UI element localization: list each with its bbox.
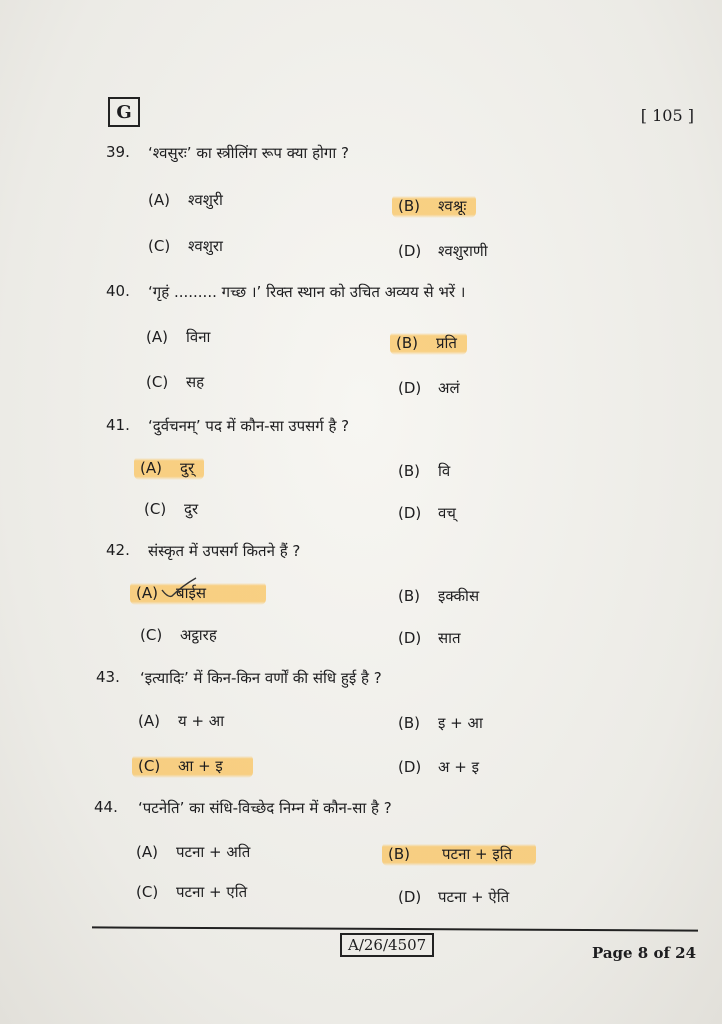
option-text: सह xyxy=(186,373,205,391)
option-label: (D) xyxy=(398,504,422,522)
option-c xyxy=(144,499,198,519)
option-label: (D) xyxy=(398,758,422,776)
question-number: 43. xyxy=(96,668,120,686)
option-label: (B) xyxy=(396,334,418,352)
option-label: (D) xyxy=(398,888,422,906)
option-c-highlighted xyxy=(132,754,253,778)
question-number: 42. xyxy=(106,541,130,559)
option-label: (A) xyxy=(146,328,168,346)
option-b xyxy=(398,713,483,733)
option-text: श्वशुराणी xyxy=(438,242,488,260)
option-text: पटना + अति xyxy=(176,843,251,861)
option-text: इ + आ xyxy=(438,714,483,732)
option-c xyxy=(136,882,247,902)
option-label: (D) xyxy=(398,379,422,397)
option-text: पटना + ऐति xyxy=(438,888,510,906)
footer-code: A/26/4507 xyxy=(340,933,434,957)
option-text: श्वशुरी xyxy=(188,191,223,209)
option-text: श्वश्रूः xyxy=(438,197,467,215)
option-text: य + आ xyxy=(178,712,225,730)
tick-mark xyxy=(160,576,200,600)
option-text: आ + इ xyxy=(178,757,223,775)
option-label: (B) xyxy=(398,714,420,732)
question-number: 39. xyxy=(106,143,130,161)
option-d xyxy=(398,628,461,648)
option-c xyxy=(148,236,223,256)
option-text: बाईस xyxy=(176,584,206,602)
option-label: (C) xyxy=(146,373,169,391)
question-text: ‘दुर्वचनम्’ पद में कौन-सा उपसर्ग है ? xyxy=(148,417,350,435)
option-label: (A) xyxy=(138,712,160,730)
option-label: (A) xyxy=(136,843,158,861)
option-label: (C) xyxy=(148,237,171,255)
option-label: (A) xyxy=(136,584,158,602)
paper-code: [ 105 ] xyxy=(640,106,694,125)
option-text: अलं xyxy=(438,379,460,397)
option-label: (B) xyxy=(398,587,420,605)
option-text: विना xyxy=(186,328,211,346)
option-d xyxy=(398,241,488,261)
option-text: अट्ठारह xyxy=(180,626,217,644)
option-label: (D) xyxy=(398,629,422,647)
option-text: श्वशुरा xyxy=(188,237,223,255)
option-b-highlighted xyxy=(390,331,467,355)
option-c xyxy=(140,625,217,645)
option-text: सात xyxy=(438,629,461,647)
option-text: दुर xyxy=(184,500,199,518)
option-text: इक्कीस xyxy=(438,587,480,605)
set-label: G xyxy=(108,97,140,127)
option-text: दुर् xyxy=(180,459,195,477)
option-text: प्रति xyxy=(436,334,457,352)
option-label: (C) xyxy=(138,757,161,775)
question-text: ‘इत्यादिः’ में किन-किन वर्णों की संधि हुई है ? xyxy=(140,669,382,687)
question-text: ‘श्वसुरः’ का स्त्रीलिंग रूप क्या होगा ? xyxy=(148,144,349,162)
question-text: संस्कृत में उपसर्ग कितने हैं ? xyxy=(148,542,301,560)
option-a xyxy=(138,711,224,731)
option-label: (B) xyxy=(388,845,410,863)
question-number: 41. xyxy=(106,416,130,434)
option-d xyxy=(398,378,460,398)
option-label: (C) xyxy=(136,883,159,901)
option-text: वच् xyxy=(438,504,456,522)
option-a xyxy=(136,842,250,862)
option-a xyxy=(146,327,210,347)
question-text: ‘गृहं ......... गच्छ ।’ रिक्त स्थान को उचित अव्यय से भरें । xyxy=(148,283,466,301)
option-label: (C) xyxy=(144,500,167,518)
question-number: 44. xyxy=(94,798,118,816)
option-c xyxy=(146,372,204,392)
option-d xyxy=(398,757,479,777)
question-number: 40. xyxy=(106,282,130,300)
option-text: वि xyxy=(438,462,451,480)
option-label: (A) xyxy=(148,191,170,209)
option-label: (D) xyxy=(398,242,422,260)
option-d xyxy=(398,887,509,907)
option-a xyxy=(148,190,223,210)
option-d xyxy=(398,503,456,523)
footer-divider xyxy=(92,926,698,931)
question-text: ‘पटनेति’ का संधि-विच्छेद निम्न में कौन-सा है ? xyxy=(138,799,392,817)
page-number: Page 8 of 24 xyxy=(591,944,696,962)
option-label: (B) xyxy=(398,197,420,215)
option-label: (A) xyxy=(140,459,162,477)
option-label: (C) xyxy=(140,626,163,644)
option-text: अ + इ xyxy=(438,758,479,776)
option-text: पटना + इति xyxy=(442,845,513,863)
option-a-highlighted xyxy=(134,456,204,480)
option-b xyxy=(398,461,450,481)
option-b-highlighted xyxy=(382,842,536,866)
option-text: पटना + एति xyxy=(176,883,248,901)
option-b-highlighted xyxy=(392,194,476,218)
option-label: (B) xyxy=(398,462,420,480)
option-b xyxy=(398,586,479,606)
